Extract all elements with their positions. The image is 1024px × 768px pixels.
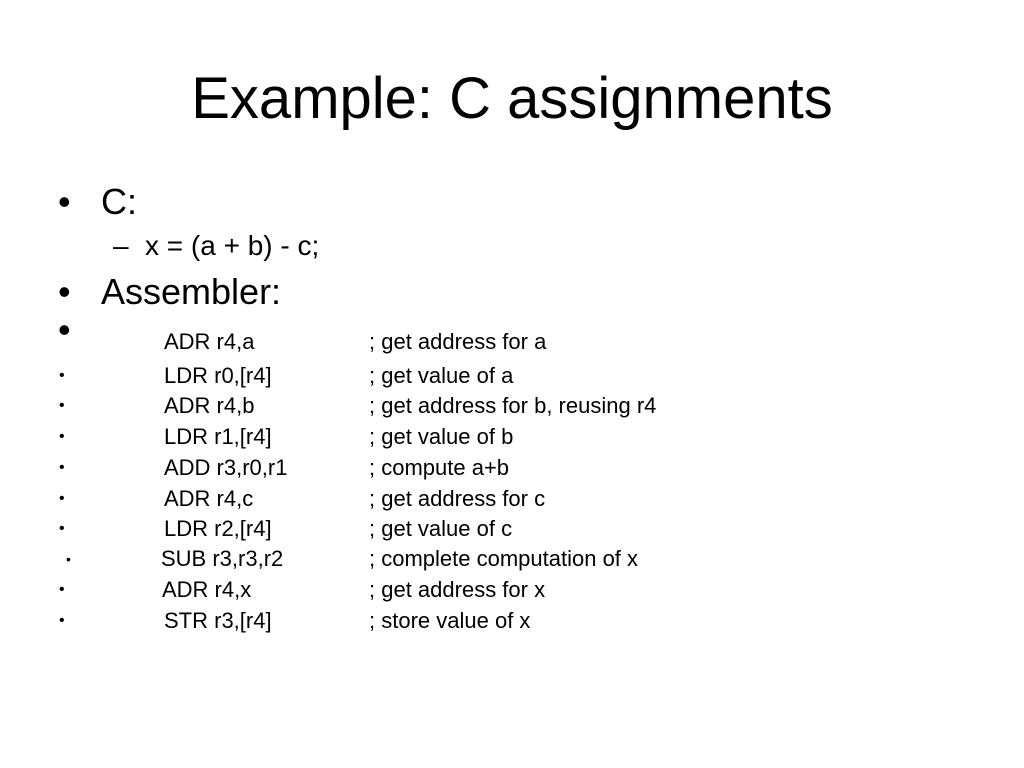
code-instruction: ADR r4,x — [162, 577, 252, 602]
dash-marker: – — [113, 230, 129, 261]
bullet-marker: • — [59, 612, 65, 629]
code-instruction: ADR r4,c — [164, 486, 254, 511]
bullet-marker: • — [66, 551, 71, 567]
bullet-marker: • — [59, 397, 65, 414]
code-instruction: ADD r3,r0,r1 — [164, 455, 288, 480]
bullet-marker: • — [58, 309, 71, 350]
code-instruction: LDR r1,[r4] — [164, 424, 272, 449]
bullet-marker: • — [59, 520, 65, 537]
code-comment: ; get address for b, reusing r4 — [369, 393, 657, 418]
slide-title: Example: C assignments — [191, 66, 833, 131]
bullet-marker: • — [59, 581, 65, 598]
code-instruction: ADR r4,a — [164, 329, 255, 354]
bullet-marker: • — [59, 459, 65, 476]
bullet-marker: • — [58, 181, 71, 222]
code-comment: ; compute a+b — [369, 455, 510, 480]
bullet-marker: • — [59, 490, 65, 507]
code-comment: ; complete computation of x — [369, 546, 639, 571]
code-instruction: LDR r2,[r4] — [164, 516, 272, 541]
code-instruction: SUB r3,r3,r2 — [161, 546, 284, 571]
bullet-marker: • — [58, 271, 71, 312]
bullet-text: Assembler: — [101, 271, 282, 312]
code-comment: ; get value of c — [369, 516, 513, 541]
code-comment: ; get value of a — [369, 363, 514, 388]
code-instruction: STR r3,[r4] — [164, 608, 272, 633]
code-comment: ; store value of x — [369, 608, 531, 633]
code-instruction: LDR r0,[r4] — [164, 363, 272, 388]
bullet-marker: • — [59, 428, 65, 445]
sub-bullet-text: x = (a + b) - c; — [145, 230, 320, 261]
code-comment: ; get value of b — [369, 424, 514, 449]
code-comment: ; get address for x — [369, 577, 546, 602]
bullet-marker: • — [59, 367, 65, 384]
code-comment: ; get address for a — [369, 329, 547, 354]
bullet-text: C: — [101, 181, 137, 222]
code-instruction: ADR r4,b — [164, 393, 255, 418]
code-comment: ; get address for c — [369, 486, 546, 511]
